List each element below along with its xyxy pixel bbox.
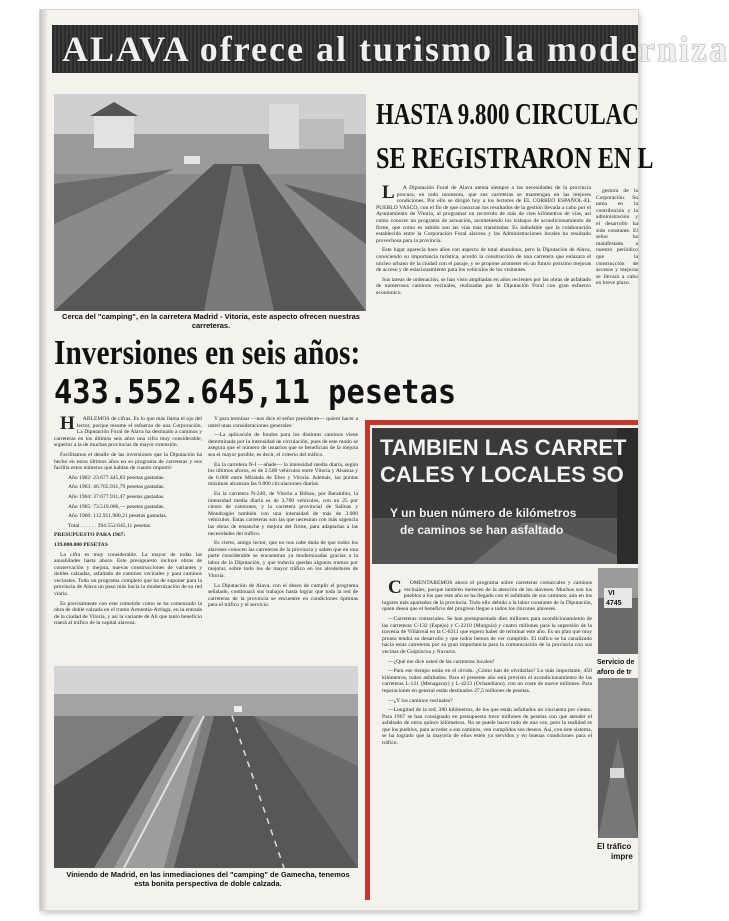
banner-title: ALAVA ofrece al turismo la moderniza <box>62 29 729 69</box>
budget-subhead-2: 139.000.000 PESETAS <box>54 541 108 548</box>
main-article-c2p4: En la carretera N-240, de Vitoria a Bilbao, por Barambio, la intensidad media diaria es de 3.700 vehículos, con un 25 por ciento de camiones, y la carretera provincial de Salinas y Mondragón también con una intensidad de más de 3.000 vehículos. Estas carreteras son las que necesitan con más urgencia las obras de ensanche y mejora del firme, para adaptarlas a las necesidades del tráfico. <box>208 490 358 537</box>
double-road-image <box>54 666 358 868</box>
page-shadow-edge <box>40 10 48 910</box>
main-article-column-1 <box>54 413 202 660</box>
side-photo-traffic <box>598 678 638 838</box>
investment-year-1964: Año 1964: 37.677.911,47 pesetas gastadas. <box>68 493 165 500</box>
box-article-q2: —¿Y los caminos vecinales? <box>388 697 453 704</box>
right-article-p1: A Diputación Foral de Alava atenta siempre a las necesidades de la provincia procura, en todo momento, que sus carreteras se mantengan en las mejores condiciones. Por ello se dirigió hoy a los lectores de EL CORREO ESPAÑOL-EL PUEBLO VASCO, con el fin de que conozcan los resultados de la gestión llevada a cabo por el Ayuntamiento de Vitoria, al programar un recorrido de más de cien kilómetros de vías, así como conocer un programa de actuación, acometiendo los trabajos de acondicionamiento de firme, que como es sabido son las vías más transitadas. Es indudable que la colaboración establecida entre la Corporación Foral alavesa y las Administraciones locales ha resultado provechosa para la provincia. <box>376 185 591 244</box>
traffic-counter-image <box>598 568 638 654</box>
main-article-c2p6: La Diputación de Alava, con el deseo de cumplir el programa señalado, continuará sus trabajos hasta lograr que toda la red de carreteras de la provincia se encuentre en condiciones óptimas para el tráfico y el servicio. <box>208 582 358 609</box>
main-article-c2p3: En la carretera N-I —añade— la intensidad media diaria, según los últimos aforos, es de 2.500 vehículos entre Vitoria y Alsasua y de 6.000 entre Miranda de Ebro y Vitoria. Además, las puntas máximas alcanzan las 9.800 circulaciones diarias. <box>208 461 358 488</box>
main-article-c2p1: Y para terminar —nos dice el señor presidente— quiero hacer a usted unas consideraciones generales: <box>208 416 358 429</box>
photo-road-camping <box>54 94 366 311</box>
box-article-p1: OMENTAREMOS ahora el programa sobre carreteras comarcales y caminos vecinales, porque también merecen de la atención de los alaveses. Muchos son los pueblos a los que este año se ha llegado con el asfaltado de sus caminos, aún en los lugares más apartados de la provincia. Todo ello debido a la labor constante de la Diputación, quien desea que el beneficio del progreso llegue a todos los rincones alaveses. <box>382 580 592 613</box>
photo-top-caption: Cerca del "camping", en la carretera Madrid - Vitoria, este aspecto ofrecen nuestras carreteras. <box>62 312 360 330</box>
main-article-p1: ABLEMOS de cifras. Es lo que más llama el ojo del lector, porque resume el esfuerzo de una Corporación. La Diputación Foral de Alava ha destinado a caminos y carreteras en los últimos seis años una cifra muy considerable, superior a la de muchas provincias de mayor extensión. <box>54 416 202 449</box>
side-caption-2: aforo de tr <box>597 669 632 676</box>
main-article-p4: Es precisamente con este cometido como se ha comenzado la obra de doble calzada en el tramo Armentia-Arriaga, en la entrada de la ciudad de Vitoria, y así la variante de Ali que tanto beneficio traerá al tráfico de la capital alavesa. <box>54 600 202 627</box>
box-subtitle-line1: Y un buen número de kilómetros <box>390 506 577 520</box>
right-article-p3: Sus tareas de ordenación, se han visto ampliadas en años recientes por las obras de asfaltado de numerosos caminos vecinales, realizadas por la Diputación Foral con gran esfuerzo económico. <box>376 276 591 296</box>
traffic-image <box>598 678 638 838</box>
main-article-p3: La cifra es muy considerable. La mayor de todas las anualidades hasta ahora. Este presupuesto incluye obras de conservación y mejora, nuevas construcciones de variantes y dobles calzadas, asfaltado de caminos vecinales y para caminos vecinales. Todo un programa completo que ha de suponer para la provincia de Alava un paso más hacia la modernización de su red viaria. <box>54 551 202 598</box>
headline-right-line2: SE REGISTRARON EN L <box>376 140 654 175</box>
photo-bottom-caption: Viniendo de Madrid, en las inmediaciones del "camping" de Gamecha, tenemos esta bonita perspectiva de doble calzada. <box>66 870 350 888</box>
side-caption-3: El tráfico <box>597 842 632 851</box>
road-landscape-image <box>54 94 366 311</box>
right-article-p2: Este lugar aparecía hace años con aspecto de total abandono, pero la Diputación de Alava, conociendo su importancia turística, acordó la construcción de una carretera que enlazara el núcleo urbano de la ciudad con el paraje, y se propone acometer en un futuro próximo mejoras de acceso y de estacionamiento para los vehículos de los visitantes. <box>376 247 591 274</box>
headline-main-line1: Inversiones en seis años: <box>54 333 361 372</box>
box-title-line2: CALES Y LOCALES SO <box>380 462 624 487</box>
banner <box>52 25 729 73</box>
box-article-dropcap: C <box>388 577 402 598</box>
investment-year-1965: Año 1965: 73.519.006,— pesetas gastadas. <box>68 503 165 510</box>
headline-main-line2: 433.552.645,11 pesetas <box>54 372 457 411</box>
road-sign-text-2: 4745 <box>606 600 622 607</box>
investment-year-1962: Año 1962: 23.677.445,83 pesetas gastadas. <box>68 474 165 481</box>
investment-year-1966: Año 1966: 112.911.980,21 pesetas gastadas. <box>68 513 168 520</box>
road-sign-text-1: VI <box>608 590 615 597</box>
box-article-q1: —¿Qué me dice usted de las carreteras locales? <box>388 658 495 665</box>
box-subtitle-line2: de caminos se han asfaltado <box>400 523 564 537</box>
main-article-p2: Facilitamos el detalle de las inversiones que la Diputación ha hecho en estos últimos años en su programa de carreteras y nos facilita estos números que hablan de cuanto importó: <box>54 451 202 472</box>
right-article-side-column <box>596 188 638 408</box>
main-article-c2p2: —La aplicación de fondos para los distintos caminos viene determinada por la intensidad de circulación, pues de este modo se asegura que el número de usuarios que se benefician de la mejora sea el mayor posible, es decir, el criterio del tráfico. <box>208 432 358 458</box>
box-article-p3: —Para ese tiempo están en el olvido. ¿Cómo han de olvidarlas? Lo más importante, 450 kilómetros, todos asfaltados. Para el presente año está previsto el acondicionamiento de las carreteras L-121 (Menagaray) y L-4213 (Ochandiano), con un coste de nueve millones. Para reparaciones en general están destinados 27,5 millones de pesetas. <box>382 668 592 694</box>
side-caption-1: Servicio de <box>597 659 635 666</box>
main-article-column-2 <box>208 416 358 660</box>
box-article-p2: —Carreteras comarcales. Se han presupuestado diez millones para acondicionamiento de las carreteras C-132 (Espejo) y C-2210 (Murguía) y cuatro millones para la supresión de la travesía de Villarreal en la C-6211 que espero haber de terminar este año. Es un plan que muy pronto tendrá su desarrollo y que todos hemos de ver cumplido. El tráfico se ha canalizado hacia estas carreteras por su gran importancia para la comunicación de la provincia con sus vecinas de Guipúzcoa y Navarra. <box>382 615 592 655</box>
side-photo-traffic-counter <box>598 568 638 654</box>
box-title-line1: TAMBIEN LAS CARRET <box>380 435 627 460</box>
main-article-c2p5: Es cierto, amigo lector, que no nos cabe duda de que todos los alaveses conocen las carreteras de la provincia y saben que en una parte considerable se encuentran ya modernizadas gracias a la labor de la Diputación, y que todavía quedan algunos tramos por mejorar, sobre todo los de mayor tráfico en los alrededores de Vitoria. <box>208 540 358 580</box>
main-article-dropcap: H <box>60 413 75 434</box>
investment-total: Total . . . . . . 294.552.645,11 pesetas. <box>68 522 152 529</box>
right-article-dropcap: L <box>382 182 395 203</box>
investment-year-1963: Año 1963: 46.765.931,79 pesetas gastadas. <box>68 484 165 491</box>
box-article-p4: —Longitud de la red, 380 kilómetros, de los que están asfaltados un cincuenta por ciento. Para 1967 se han consignado en presupuesto trece millones de pesetas con que atender el asfaltado de otros quince kilómetros. No se puede hacer todo de una vez, pero la realidad es que los pueblos, para acceder a sus caminos, ven cumplidos sus deseos. Así, con este sistema, se ha logrado que la mayoría de ellos estén ya servidos y en buenas condiciones para el tráfico. <box>382 707 592 747</box>
side-caption-4: impre <box>611 852 633 861</box>
box-article-column <box>382 577 592 898</box>
photo-double-road <box>54 666 358 868</box>
newspaper-page <box>40 10 729 910</box>
headline-right-line1: HASTA 9.800 CIRCULAC <box>376 96 639 131</box>
right-article-side: gestora de la Corporación. Su tarea en la contribución y la administración y el desarrollo ha sido constante. El señor ha manifestado a nuestro periódico que la construcción de accesos y mejoras se llevará a cabo en breve plazo. <box>596 188 638 287</box>
budget-subhead-1: PRESUPUESTO PARA 1967: <box>54 532 126 539</box>
